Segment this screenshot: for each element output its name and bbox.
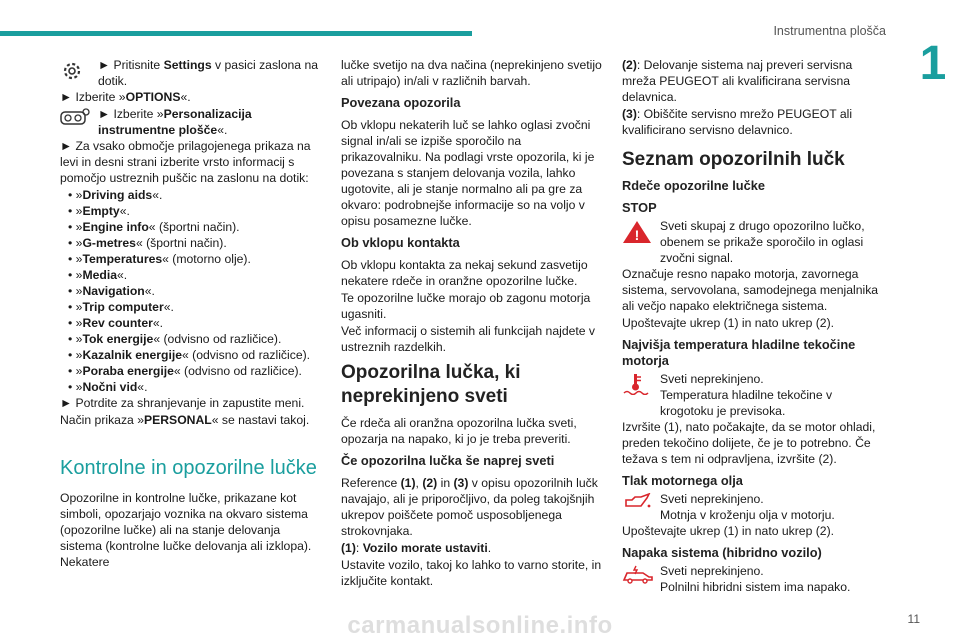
- chapter-number: 1: [919, 37, 947, 90]
- heading-warning-stays-on: Če opozorilna lučka še naprej sveti: [341, 453, 555, 468]
- instruction-settings: ► Pritisnite Settings v pasici zaslona na dotik.: [60, 57, 322, 89]
- references-text: Reference (1), (2) in (3) v opisu opozorilnih lučk navajajo, ali je priporočljivo, da poleg takojšnjih ukrepov poiščete pomoč usposobljenega strokovnjaka.: [341, 476, 598, 538]
- heading-related-warnings: Povezana opozorila: [341, 95, 461, 110]
- continuous-warning-text: Če rdeča ali oranžna opozorilna lučka sveti, opozarja na napako, ki jo je treba preveriti.: [341, 416, 577, 446]
- header-title: Instrumentna plošča: [773, 24, 886, 38]
- header-accent-bar: [0, 31, 472, 36]
- column-2: [341, 57, 603, 590]
- oil-can-icon: [622, 493, 652, 515]
- display-option-item: • »G-metres« (športni način).: [68, 236, 227, 250]
- instruction-confirm: ► Potrdite za shranjevanje in zapustite meni.: [60, 396, 305, 410]
- heading-hybrid-fault: Napaka sistema (hibridno vozilo): [622, 545, 822, 560]
- lights-modes-text: lučke svetijo na dva načina (neprekinjeno svetijo ali utripajo) in/ali v različnih barvah.: [341, 58, 602, 88]
- display-option-item: • »Kazalnik energije« (odvisno od različice).: [68, 348, 311, 362]
- display-option-item: • »Rev counter«.: [68, 316, 164, 330]
- stop-text-2: Označuje resno napako motorja, zavornega sistema, servovolana, samodejnega menjalnika ali večjo napako električnega sistema.: [622, 267, 879, 313]
- heading-continuous-warning: Opozorilna lučka, ki neprekinjeno sveti: [341, 362, 521, 407]
- page-number: 11: [907, 612, 920, 626]
- oil-entry: Sveti neprekinjeno. Motnja v kroženju olja v motorju.: [622, 491, 884, 523]
- display-option-item: • »Empty«.: [68, 204, 130, 218]
- reference-1-text: Ustavite vozilo, takoj ko lahko to varno storite, in izključite kontakt.: [341, 558, 602, 588]
- reference-1: (1): Vozilo morate ustaviti.: [341, 541, 492, 555]
- oil-text-3: Upoštevajte ukrep (1) in nato ukrep (2).: [622, 524, 835, 538]
- reference-3: (3): Obiščite servisno mrežo PEUGEOT ali kvalificirano servisno delavnico.: [622, 107, 853, 137]
- instrument-panel-settings-icon: [60, 108, 90, 130]
- display-option-item: • »Nočni vid«.: [68, 380, 148, 394]
- stop-entry: ! Sveti skupaj z drugo opozorilno lučko, obenem se prikaže sporočilo in oglasi zvočni signal.: [622, 218, 884, 266]
- display-option-item: • »Trip computer«.: [68, 300, 174, 314]
- settings-gear-icon: [60, 59, 84, 87]
- display-option-item: • »Poraba energije« (odvisno od različice).: [68, 364, 302, 378]
- instruction-personalization: ► Izberite »Personalizacija instrumentne plošče«.: [60, 106, 322, 138]
- personal-mode-note: Način prikaza »PERSONAL« se nastavi takoj.: [60, 413, 310, 427]
- heading-red-warnings: Rdeče opozorilne lučke: [622, 178, 765, 193]
- coolant-entry: Sveti neprekinjeno. Temperatura hladilne tekočine v krogotoku je previsoka.: [622, 371, 884, 419]
- section-heading-warning-lights: Kontrolne in opozorilne lučke: [60, 457, 317, 479]
- display-option-item: • »Tok energije« (odvisno od različice).: [68, 332, 282, 346]
- heading-oil-pressure: Tlak motornega olja: [622, 473, 743, 488]
- instruction-select-info: ► Za vsako območje prilagojenega prikaza na levi in desni strani izberite vrsto informacij s pomočjo ustreznih puščic na zaslonu na dotik:: [60, 139, 311, 185]
- stop-icon-glyph: !: [634, 227, 640, 243]
- display-option-item: • »Engine info« (športni način).: [68, 220, 240, 234]
- display-option-item: • »Media«.: [68, 268, 128, 282]
- display-option-item: • »Temperatures« (motorno olje).: [68, 252, 251, 266]
- coolant-temperature-icon: [622, 373, 650, 399]
- ignition-text-2: Te opozorilne lučke morajo ob zagonu motorja ugasniti.: [341, 291, 591, 321]
- watermark: carmanualsonline.info: [347, 612, 613, 639]
- ignition-text-1: Ob vklopu kontakta za nekaj sekund zasvetijo nekatere rdeče in oranžne opozorilne lučke.: [341, 258, 588, 288]
- warning-lights-intro: Opozorilne in kontrolne lučke, prikazane kot simboli, opozarjajo voznika na okvaro sistema (opozorilne lučke) ali na stanje delovanja sistema (kontrolne lučke delovanja ali izklopa). Nekatere: [60, 491, 312, 569]
- display-options-list: [60, 187, 322, 395]
- coolant-text-3: Izvršite (1), nato počakajte, da se motor ohladi, preden tekočino dolijete, če je to potrebno. Če težava s tem ni odpravljena, izvršite (2).: [622, 420, 876, 466]
- stop-warning-icon: [622, 220, 652, 248]
- instruction-options: ► Izberite »OPTIONS«.: [60, 90, 191, 104]
- ignition-text-3: Več informacij o sistemih ali funkcijah najdete v ustreznih razdelkih.: [341, 324, 596, 354]
- heading-coolant-temp: Najvišja temperatura hladilne tekočine motorja: [622, 337, 856, 368]
- display-option-item: • »Driving aids«.: [68, 188, 163, 202]
- hybrid-system-fault-icon: [622, 565, 654, 589]
- stop-text-3: Upoštevajte ukrep (1) in nato ukrep (2).: [622, 316, 835, 330]
- heading-warning-list: Seznam opozorilnih lučk: [622, 149, 845, 170]
- hybrid-entry: Sveti neprekinjeno. Polnilni hibridni sistem ima napako.: [622, 563, 884, 595]
- heading-ignition-on: Ob vklopu kontakta: [341, 235, 460, 250]
- related-warnings-text: Ob vklopu nekaterih luč se lahko oglasi zvočni signal in/ali se izpiše sporočilo na prikazovalniku. Na podlagi vrste opozorila, ki je povezana s stanjem delovanja vozila, lahko ugotovite, ali je stanje normalno ali pa gre za okvaro: podrobnejše informacije so na voljo v opisu posamezne lučke.: [341, 118, 595, 228]
- column-1: [60, 57, 322, 571]
- heading-stop: STOP: [622, 200, 657, 215]
- column-3: [622, 57, 884, 595]
- display-option-item: • »Navigation«.: [68, 284, 155, 298]
- reference-2: (2): Delovanje sistema naj preveri servisna mreža PEUGEOT ali kvalificirana servisna delavnica.: [622, 58, 853, 104]
